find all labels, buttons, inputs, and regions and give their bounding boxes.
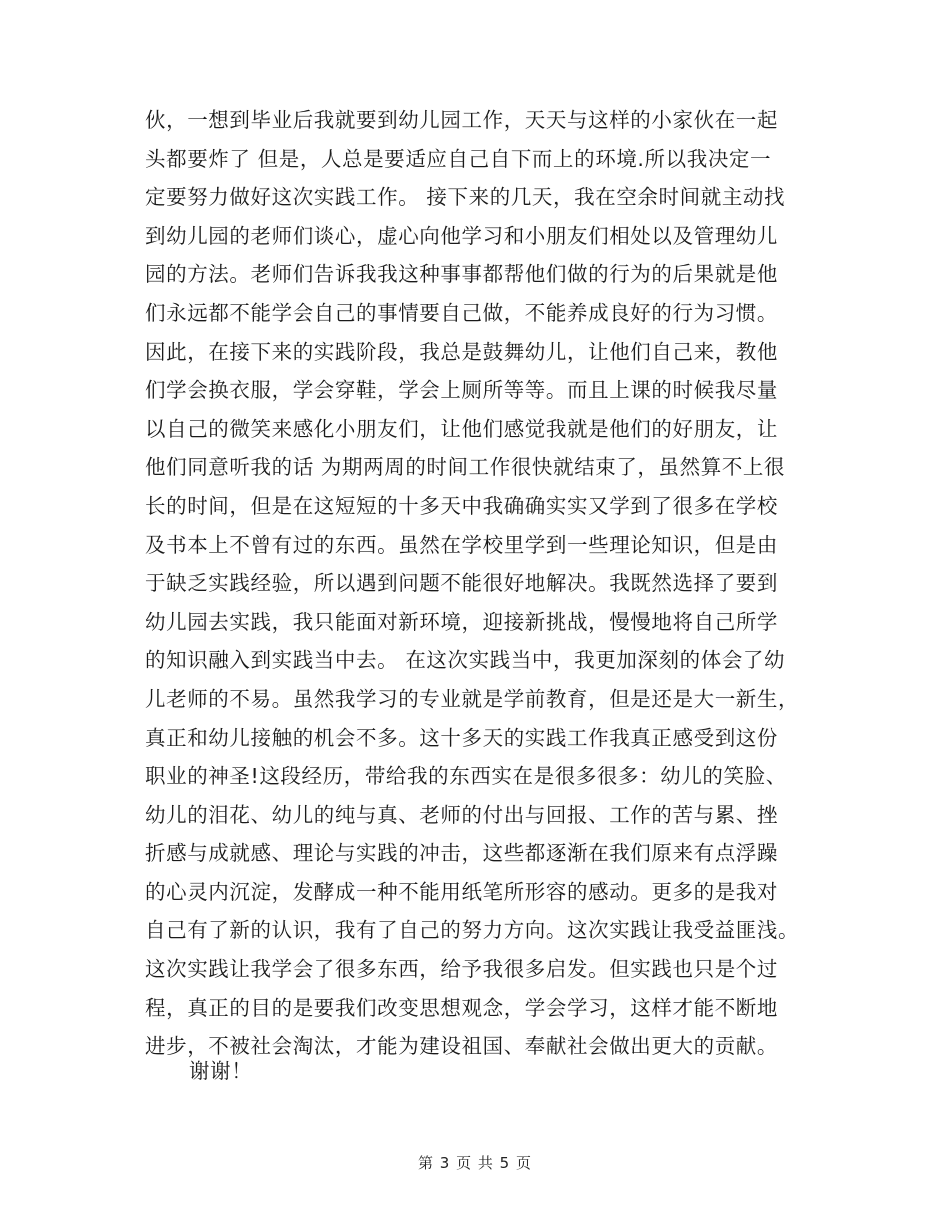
text-line: 幼儿的泪花、幼儿的纯与真、老师的付出与回报、工作的苦与累、挫 [145,802,778,827]
text-line: 长的时间，但是在这短短的十多天中我确确实实又学到了很多在学校 [145,493,778,518]
text-line: 于缺乏实践经验，所以遇到问题不能很好地解决。我既然选择了要到 [145,571,778,596]
text-line: 职业的神圣!这段经历，带给我的东西实在是很多很多：幼儿的笑脸、 [145,764,787,789]
text-line: 及书本上不曾有过的东西。虽然在学校里学到一些理论知识，但是由 [145,532,778,557]
text-line: 伙，一想到毕业后我就要到幼儿园工作，天天与这样的小家伙在一起 [145,108,778,132]
text-line: 因此，在接下来的实践阶段，我总是鼓舞幼儿，让他们自己来，教他 [145,339,778,364]
page-footer: 第 3 页 共 5 页 [418,1154,532,1172]
text-line: 他们同意听我的话 为期两周的时间工作很快就结束了，虽然算不上很 [145,455,786,480]
text-line: 们永远都不能学会自己的事情要自己做，不能养成良好的行为习惯。 [145,300,778,325]
text-line: 折感与成就感、理论与实践的冲击，这些都逐渐在我们原来有点浮躁 [145,841,778,866]
text-line: 园的方法。老师们告诉我我这种事事都帮他们做的行为的后果就是他 [145,262,778,287]
text-line: 的知识融入到实践当中去。 在这次实践当中，我更加深刻的体会了幼 [145,648,786,673]
text-line: 儿老师的不易。虽然我学习的专业就是学前教育，但是还是大一新生， [145,686,800,711]
closing-thanks: 谢谢！ [189,1059,253,1083]
text-line: 头都要炸了 但是，人总是要适应自己自下而上的环境.所以我决定一 [145,146,772,171]
body-text [145,101,825,1066]
text-line: 幼儿园去实践，我只能面对新环境，迎接新挑战，慢慢地将自己所学 [145,609,778,634]
text-line: 进步，不被社会淘汰，才能为建设祖国、奉献社会做出更大的贡献。 [145,1034,778,1059]
text-line: 到幼儿园的老师们谈心，虚心向他学习和小朋友们相处以及管理幼儿 [145,223,778,248]
text-line: 定要努力做好这次实践工作。 接下来的几天，我在空余时间就主动找 [145,185,786,210]
text-line: 自己有了新的认识，我有了自己的努力方向。这次实践让我受益匪浅。 [145,918,800,943]
text-line: 的心灵内沉淀，发酵成一种不能用纸笔所形容的感动。更多的是我对 [145,879,778,904]
text-line: 真正和幼儿接触的机会不多。这十多天的实践工作我真正感受到这份 [145,725,778,750]
text-line: 们学会换衣服，学会穿鞋，学会上厕所等等。而且上课的时候我尽量 [145,378,778,403]
text-line: 这次实践让我学会了很多东西，给予我很多启发。但实践也只是个过 [145,957,778,982]
text-line: 以自己的微笑来感化小朋友们，让他们感觉我就是他们的好朋友，让 [145,416,778,441]
text-line: 程，真正的目的是要我们改变思想观念，学会学习，这样才能不断地 [145,995,778,1020]
